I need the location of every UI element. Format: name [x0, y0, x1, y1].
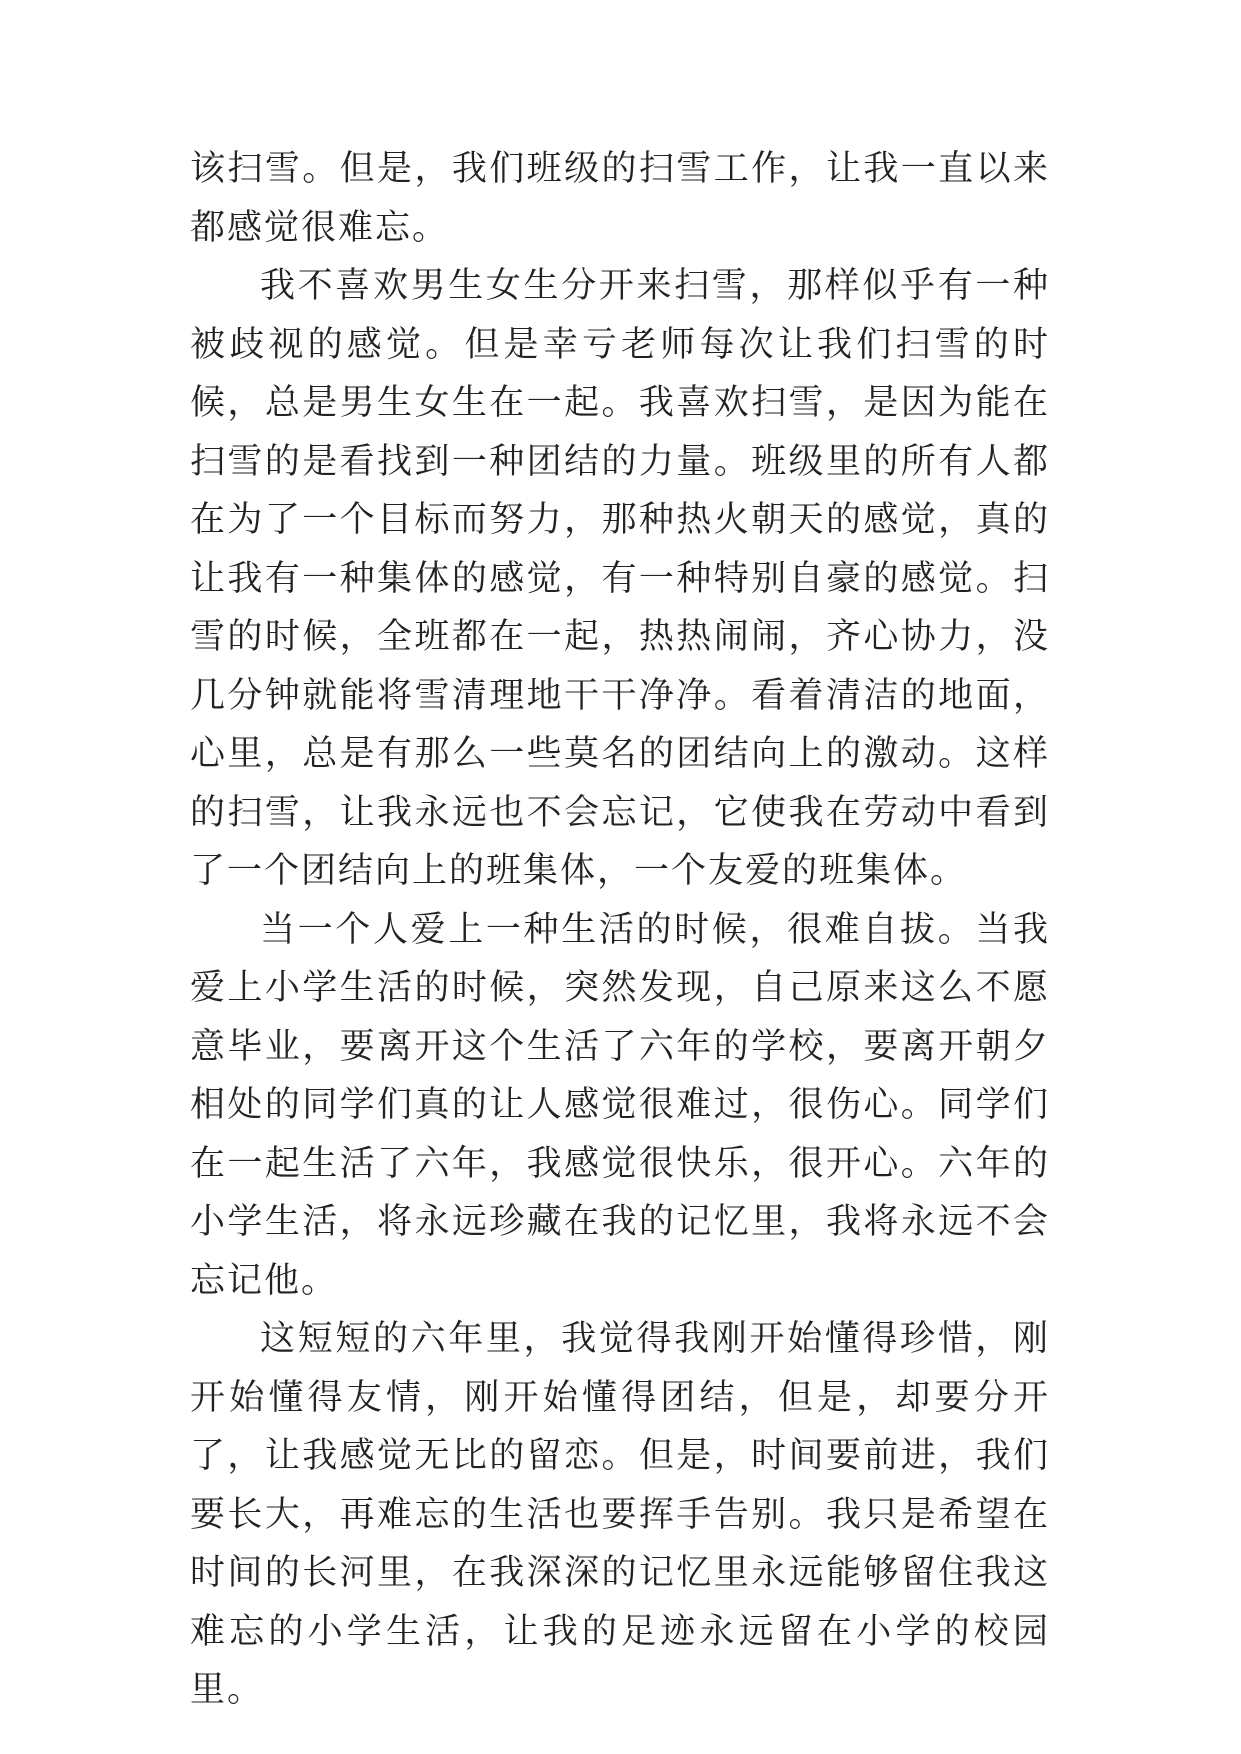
document-page	[190, 140, 1050, 1720]
paragraph-farewell: 这短短的六年里，我觉得我刚开始懂得珍惜，刚开始懂得友情，刚开始懂得团结，但是，却要分开了，让我感觉无比的留恋。但是，时间要前进，我们要长大，再难忘的生活也要挥手告别。我只是希望在时间的长河里，在我深深的记忆里永远能够留住我这难忘的小学生活，让我的足迹永远留在小学的校园里。	[190, 1319, 1050, 1710]
paragraph-snow-sweeping: 我不喜欢男生女生分开来扫雪，那样似乎有一种被歧视的感觉。但是幸亏老师每次让我们扫雪的时候，总是男生女生在一起。我喜欢扫雪，是因为能在扫雪的是看找到一种团结的力量。班级里的所有人都在为了一个目标而努力，那种热火朝天的感觉，真的让我有一种集体的感觉，有一种特别自豪的感觉。扫雪的时候，全班都在一起，热热闹闹，齐心协力，没几分钟就能将雪清理地干干净净。看着清洁的地面，心里，总是有那么一些莫名的团结向上的激动。这样的扫雪，让我永远也不会忘记，它使我在劳动中看到了一个团结向上的班集体，一个友爱的班集体。	[190, 266, 1050, 891]
paragraph-graduation: 当一个人爱上一种生活的时候，很难自拔。当我爱上小学生活的时候，突然发现，自己原来这么不愿意毕业，要离开这个生活了六年的学校，要离开朝夕相处的同学们真的让人感觉很难过，很伤心。同学们在一起生活了六年，我感觉很快乐，很开心。六年的小学生活，将永远珍藏在我的记忆里，我将永远不会忘记他。	[190, 909, 1050, 1301]
paragraph-continuation: 该扫雪。但是，我们班级的扫雪工作，让我一直以来都感觉很难忘。	[190, 149, 1050, 248]
